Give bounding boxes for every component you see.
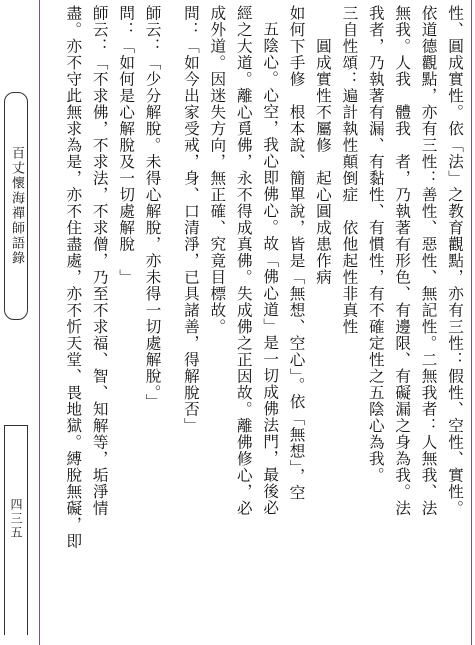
verse-line: 三自性頌：遍計執性顛倒症 依他起性非真性: [340, 5, 359, 335]
dialogue-answer: 師云：「不求佛，不求法，不求僧，乃至不求福、智、知解等，垢淨情: [90, 5, 109, 517]
page-number: 四三五: [9, 498, 23, 540]
text-column: 盡。亦不守此無求為是，亦不住盡處，亦不忻天堂、畏地獄。縛脫無礙，即: [64, 5, 83, 550]
text-column: 無我。人我 體我 者，乃執著有形色、有邊限、有礙漏之身為我。法: [393, 5, 412, 517]
text-column: 性、圓成實性。依「法」之教育觀點，亦有三性：假性、空性、實性。: [446, 5, 464, 517]
text-column: 我者，乃執著有漏、有黏性、有慣性，有不確定性之五陰心為我。: [366, 5, 385, 484]
text-body: [44, 5, 468, 641]
text-column: 如何下手修 根本說、簡單說，皆是「無想、空心」。依「無想」，空: [287, 5, 306, 501]
text-column: 五陰心。心空，我心即佛心。故「佛心道」是一切成佛法門，最後必: [261, 21, 280, 517]
dialogue-answer: 師云：「少分解脫。未得心解脫，亦未得一切處解脫。」: [143, 5, 162, 410]
dialogue-question: 問：「如今出家受戒，身、口清淨，已具諸善，得解脫否」: [181, 5, 200, 434]
book-title: 百丈懷海禪師語錄: [4, 92, 28, 320]
verse-line: 圓成實性不屬修 起心圓成患作病: [313, 37, 332, 286]
text-column: 依道德觀點，亦有三性：善性、惡性、無記性。二無我者：人無我、法: [419, 5, 438, 517]
text-column: 成外道。因迷失方向，無正確、究竟目標故。: [208, 5, 227, 335]
text-column: 經之大道。離心覓佛，永不得成真佛。失成佛之正因故。離佛修心，必: [234, 5, 253, 517]
dialogue-question: 問：「如何是心解脫及一切處解脫 」: [117, 5, 136, 286]
